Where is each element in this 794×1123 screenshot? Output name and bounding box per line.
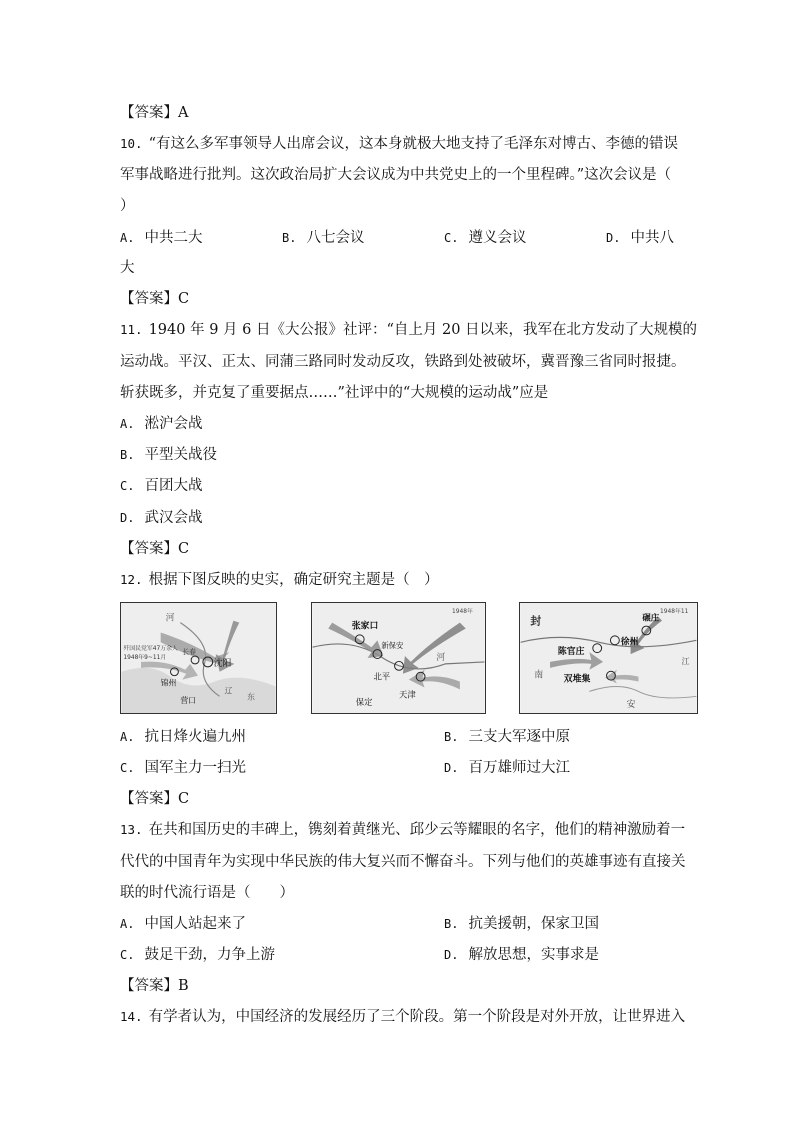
q13-option-c-text: 鼓足干劲，力争上游 <box>144 947 275 963</box>
answer-q9: 【答案】A <box>120 105 189 121</box>
q12-option-c-text: 国军主力一扫光 <box>144 760 246 776</box>
q13-line-2: 代代的中国青年为实现中华民族的伟大复兴而不懈奋斗。下列与他们的英雄事迹有直接关 <box>120 854 686 870</box>
q12-option-a <box>120 727 246 747</box>
map3-label-jiang: 江 <box>681 656 690 666</box>
map-pingjin-svg <box>312 603 485 713</box>
map-huaihai <box>519 602 698 714</box>
q11-text-1: 1940 年 9 月 6 日《大公报》社评：“自上月 20 日以来，我军在北方发动了大规模的 <box>148 322 698 338</box>
map2-city-zhangjiakou: 张家口 <box>351 621 379 632</box>
q10-option-b-text: 八七会议 <box>306 230 365 246</box>
q12-option-d <box>444 758 570 778</box>
answer-q10: 【答案】C <box>120 291 190 307</box>
q12-option-a-text: 抗日烽火遍九州 <box>144 729 246 745</box>
q12-stem-text: 根据下图反映的史实，确定研究主题是（ ） <box>148 572 439 588</box>
map3-label-feng: 封 <box>530 614 542 628</box>
map3-date: 1948年11 <box>660 608 689 615</box>
q11-option-a-text: 淞沪会战 <box>144 416 203 432</box>
q10-option-a <box>120 228 202 248</box>
q12-option-a-letter: A. <box>120 730 135 744</box>
map1-city-jinzhou: 锦州 <box>160 678 177 688</box>
map3-city-shuangduiji: 双堆集 <box>563 674 591 685</box>
map3-city-nianzhuang: 碾庄 <box>642 612 660 623</box>
q10-option-b-letter: B. <box>282 231 297 245</box>
map1-sea-label-2: 东 <box>247 692 255 702</box>
q13-option-a <box>120 914 246 934</box>
q10-option-d-text: 中共八 <box>630 230 674 246</box>
q10-line-3: ） <box>120 198 135 214</box>
q13-line-3: 联的时代流行语是（ ） <box>120 885 294 901</box>
q13-option-c <box>120 945 275 965</box>
q10-option-a-letter: A. <box>120 231 135 245</box>
q10-option-c-text: 遵义会议 <box>468 230 527 246</box>
q13-option-d-text: 解放思想，实事求是 <box>468 947 599 963</box>
q11-option-d-letter: D. <box>120 511 135 525</box>
map1-sea-label: 辽 <box>224 686 233 696</box>
q11-line-1 <box>120 320 698 340</box>
map1-city-yingkou: 营口 <box>180 696 197 706</box>
q14-text-1: 有学者认为，中国经济的发展经历了三个阶段。第一个阶段是对外开放，让世界进入 <box>148 1009 686 1025</box>
q12-number: 12. <box>120 572 143 587</box>
map-liaoshen <box>120 602 277 714</box>
q12-option-b-text: 三支大军逐中原 <box>468 729 570 745</box>
q14-line-1 <box>120 1007 686 1027</box>
q11-option-a <box>120 414 202 434</box>
map3-city-xuzhou: 徐州 <box>620 637 639 648</box>
q10-option-d-letter: D. <box>606 231 621 245</box>
q10-number: 10. <box>120 136 143 151</box>
q10-option-b <box>282 228 364 248</box>
map-bg <box>521 603 697 713</box>
q10-option-c <box>444 228 526 248</box>
answer-q11: 【答案】C <box>120 541 190 557</box>
map-huaihai-svg <box>520 603 697 713</box>
q12-stem <box>120 570 680 590</box>
map2-city-xinbaoan: 新保安 <box>381 641 404 651</box>
q10-option-a-text: 中共二大 <box>144 230 203 246</box>
q11-option-d <box>120 508 202 528</box>
map3-city-chenguanzhuang: 陈官庄 <box>557 647 585 658</box>
q13-line-1 <box>120 820 686 840</box>
q11-line-2: 运动战。平汉、正太、同蒲三路同时发动反攻，铁路到处被破坏，冀晋豫三省同时报捷。 <box>120 354 686 370</box>
q14-number: 14. <box>120 1009 143 1024</box>
map1-river-label: 河 <box>165 613 175 624</box>
map3-label-nan: 南 <box>534 670 544 681</box>
q11-option-b <box>120 445 217 465</box>
q11-option-a-letter: A. <box>120 417 135 431</box>
q12-option-b-letter: B. <box>444 730 459 744</box>
map1-city-changchun: 长春 <box>182 648 197 657</box>
q10-line-1 <box>120 134 680 154</box>
q12-option-d-letter: D. <box>444 761 459 775</box>
map-pingjin <box>311 602 486 714</box>
q12-option-c-letter: C. <box>120 761 135 775</box>
map2-river-label: 河 <box>436 652 446 663</box>
q13-text-1: 在共和国历史的丰碑上，镌刻着黄继光、邱少云等耀眼的名字，他们的精神激励着一 <box>148 822 686 838</box>
q13-option-a-text: 中国人站起来了 <box>144 916 246 932</box>
q13-option-c-letter: C. <box>120 948 135 962</box>
map1-city-shenyang: 沈阳 <box>213 658 232 669</box>
map1-caption-1: 歼国民党军47万余人 <box>123 646 178 653</box>
q11-option-b-text: 平型关战役 <box>144 447 217 463</box>
q10-option-c-letter: C. <box>444 231 459 245</box>
q11-option-b-letter: B. <box>120 448 135 462</box>
map-liaoshen-svg <box>121 603 276 713</box>
q10-text-1: “有这么多军事领导人出席会议，这本身就极大地支持了毛泽东对博古、李德的错误 <box>148 136 678 152</box>
q11-option-d-text: 武汉会战 <box>144 510 203 526</box>
map2-city-tianjin: 天津 <box>398 689 416 700</box>
q11-option-c <box>120 476 202 496</box>
q12-option-b <box>444 727 570 747</box>
q13-option-d-letter: D. <box>444 948 459 962</box>
map2-date: 1948年 <box>452 608 473 615</box>
map2-city-beiping: 北平 <box>373 671 391 682</box>
map2-city-baoding: 保定 <box>355 697 373 708</box>
q11-option-c-text: 百团大战 <box>144 478 203 494</box>
q13-option-b-text: 抗美援朝，保家卫国 <box>468 916 599 932</box>
map1-caption-2: 1948年9~11月 <box>123 654 167 661</box>
answer-q13: 【答案】B <box>120 978 189 994</box>
q11-number: 11. <box>120 322 143 337</box>
q10-option-d-wrap: 大 <box>120 260 135 276</box>
q13-number: 13. <box>120 822 143 837</box>
answer-q12: 【答案】C <box>120 791 190 807</box>
q13-option-d <box>444 945 599 965</box>
q13-option-a-letter: A. <box>120 917 135 931</box>
q11-option-c-letter: C. <box>120 479 135 493</box>
q10-line-2: 军事战略进行批判。这次政治局扩大会议成为中共党史上的一个里程碑。”这次会议是（ <box>120 167 672 183</box>
q13-option-b-letter: B. <box>444 917 459 931</box>
q10-option-d <box>606 228 674 248</box>
q11-line-3: 斩获既多，并克复了重要据点……”社评中的“大规模的运动战”应是 <box>120 385 549 401</box>
q12-option-d-text: 百万雄师过大江 <box>468 760 570 776</box>
q12-option-c <box>120 758 246 778</box>
map3-label-an: 安 <box>626 700 636 711</box>
q13-option-b <box>444 914 599 934</box>
